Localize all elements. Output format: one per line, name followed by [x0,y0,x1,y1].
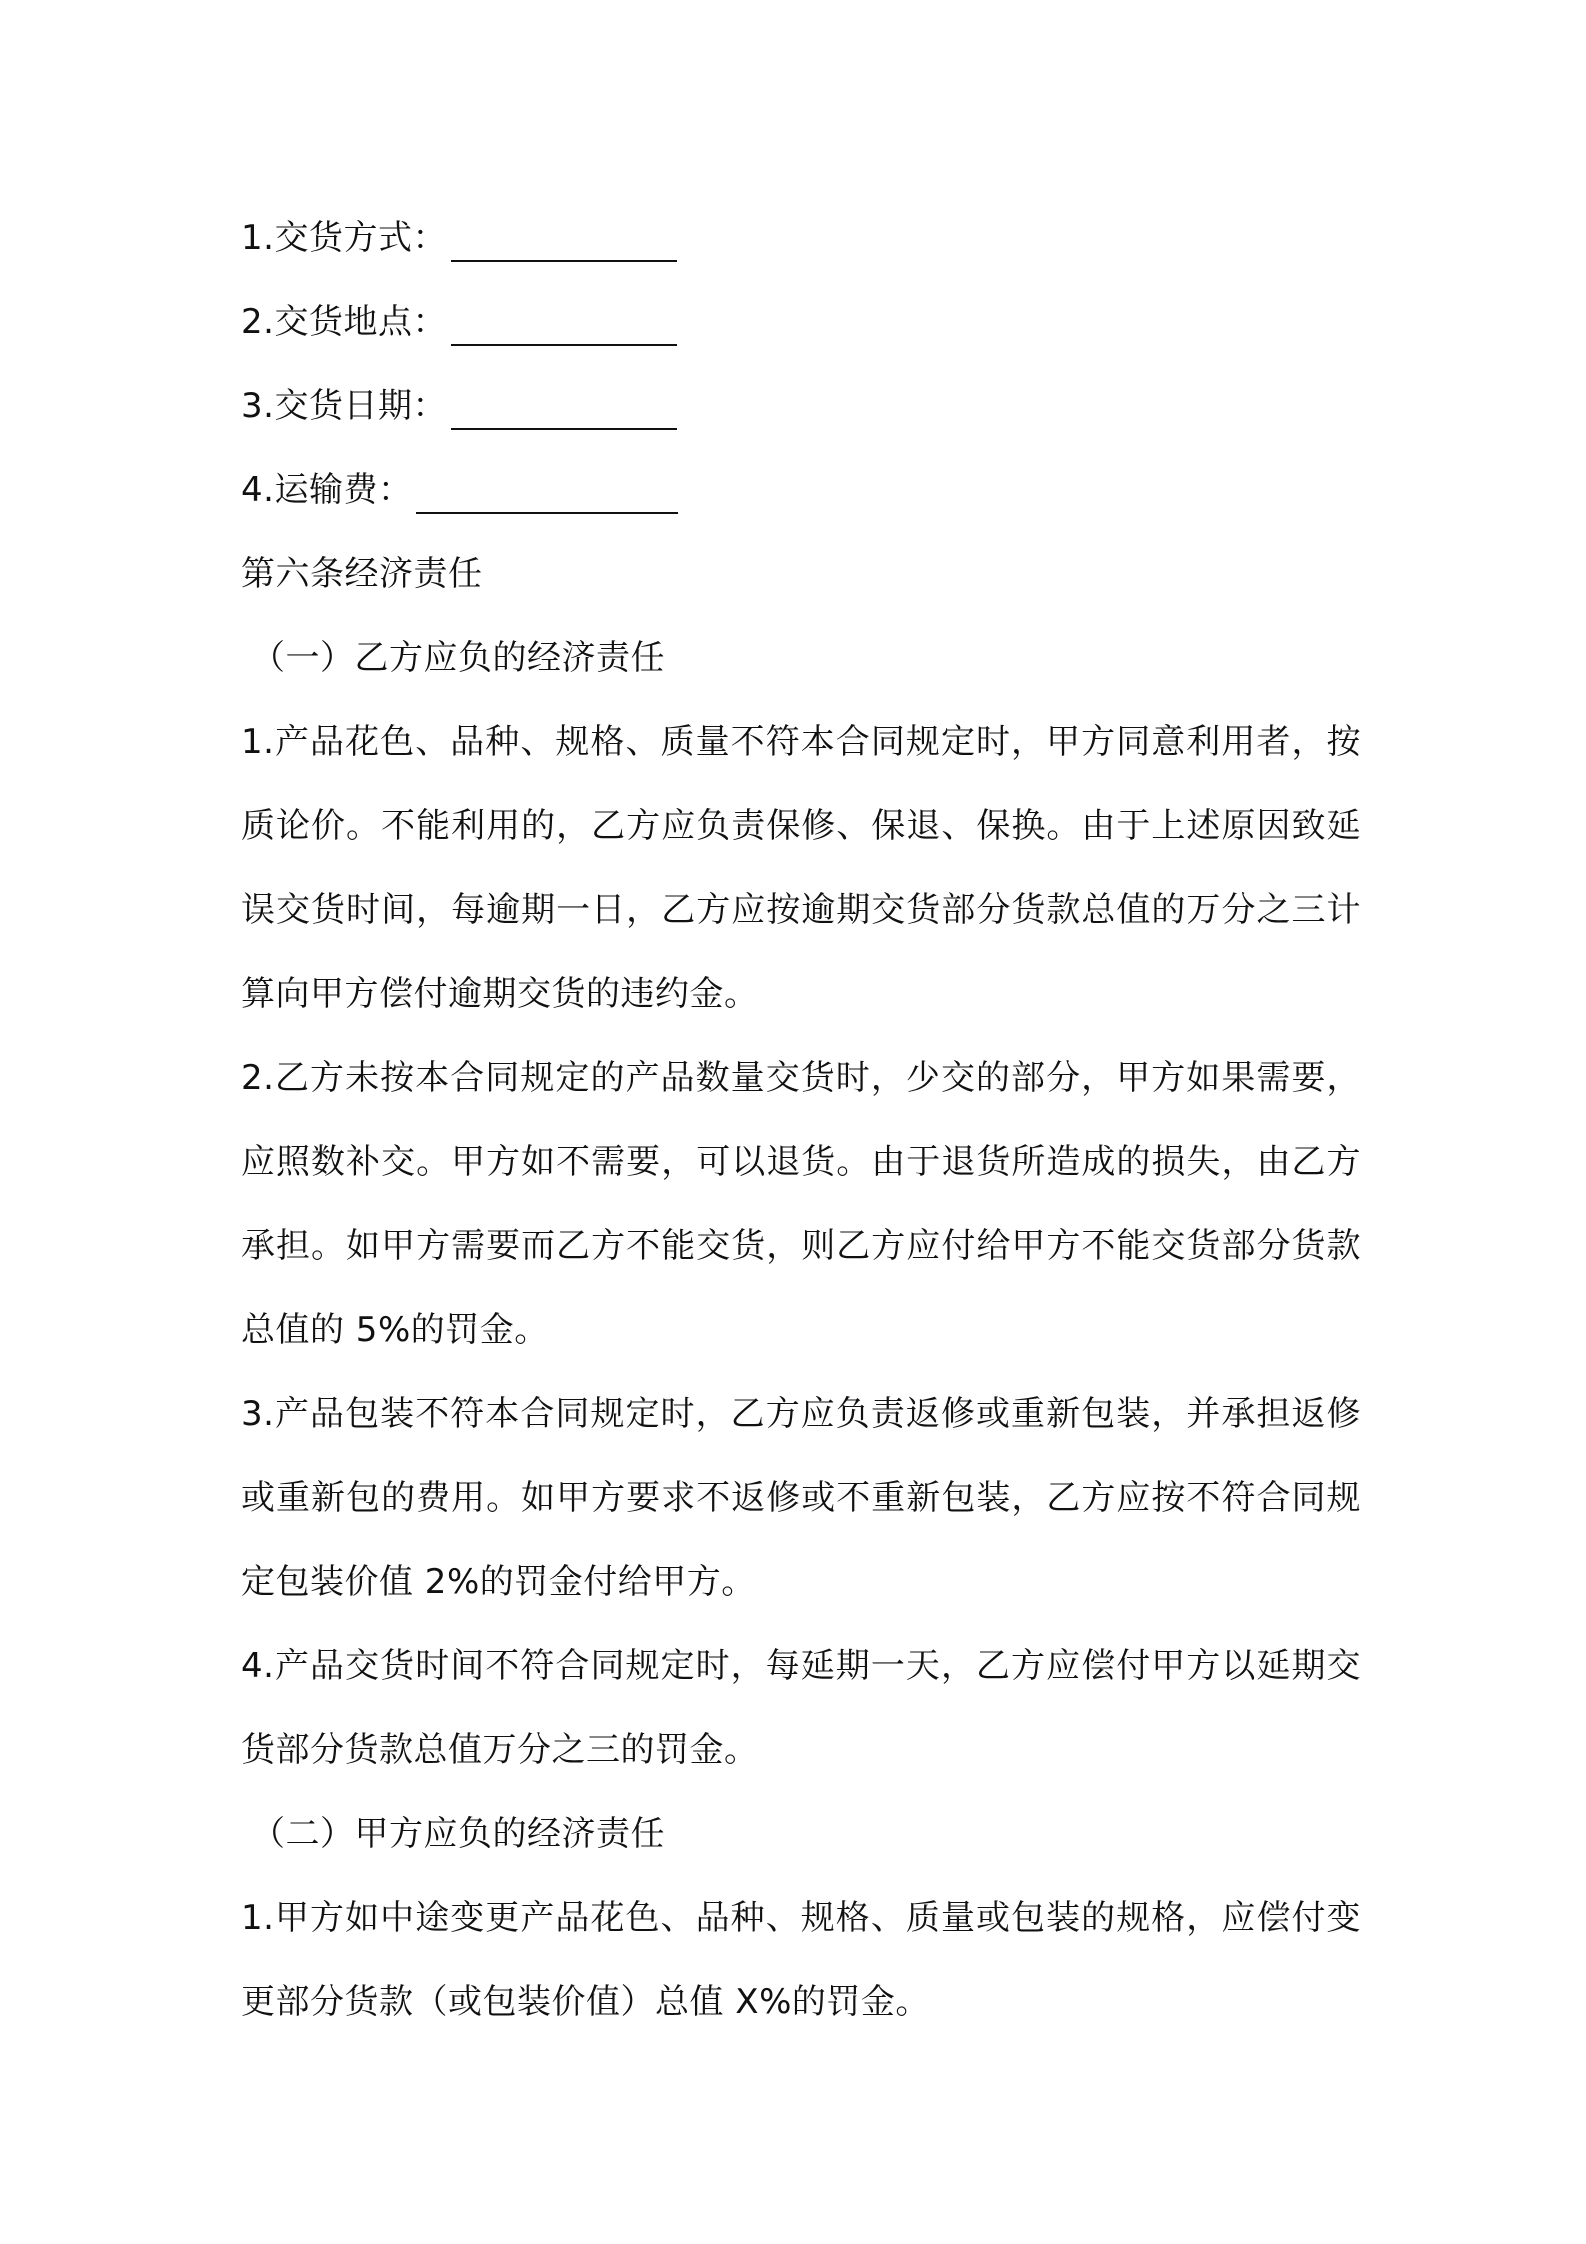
party-b-item-2: 2.乙方未按本合同规定的产品数量交货时，少交的部分，甲方如果需要，应照数补交。甲方如不需要，可以退货。由于退货所造成的损失，由乙方承担。如甲方需要而乙方不能交货，则乙方应付给甲方不能交货部分货款总值的 5%的罚金。 [241,1058,1361,1350]
delivery-place-row [241,280,1361,364]
contract-body [241,196,1361,2044]
article-title: 第六条经济责任 [241,554,483,594]
party-b-item-1: 1.产品花色、品种、规格、质量不符本合同规定时，甲方同意利用者，按质论价。不能利用的，乙方应负责保修、保退、保换。由于上述原因致延误交货时间，每逾期一日，乙方应按逾期交货部分货款总值的万分之三计算向甲方偿付逾期交货的违约金。 [241,722,1361,1014]
freight-row [241,448,1361,532]
delivery-method-row [241,196,1361,280]
delivery-date-blank [451,378,677,430]
delivery-place-blank [451,294,677,346]
delivery-method-label: 1.交货方式： [241,218,447,258]
party-a-item-1: 1.甲方如中途变更产品花色、品种、规格、质量或包装的规格，应偿付变更部分货款（或包装价值）总值 X%的罚金。 [241,1898,1361,2022]
delivery-date-label: 3.交货日期： [241,386,447,426]
freight-label: 4.运输费： [241,470,413,510]
party-b-item-4: 4.产品交货时间不符合同规定时，每延期一天，乙方应偿付甲方以延期交货部分货款总值万分之三的罚金。 [241,1646,1361,1770]
delivery-place-label: 2.交货地点： [241,302,447,342]
freight-blank [416,462,678,514]
delivery-method-blank [451,210,677,262]
party-a-heading: （二）甲方应负的经济责任 [251,1814,665,1854]
party-b-heading: （一）乙方应负的经济责任 [251,638,665,678]
party-b-item-3: 3.产品包装不符本合同规定时，乙方应负责返修或重新包装，并承担返修或重新包的费用。如甲方要求不返修或不重新包装，乙方应按不符合同规定包装价值 2%的罚金付给甲方。 [241,1394,1361,1602]
delivery-date-row [241,364,1361,448]
